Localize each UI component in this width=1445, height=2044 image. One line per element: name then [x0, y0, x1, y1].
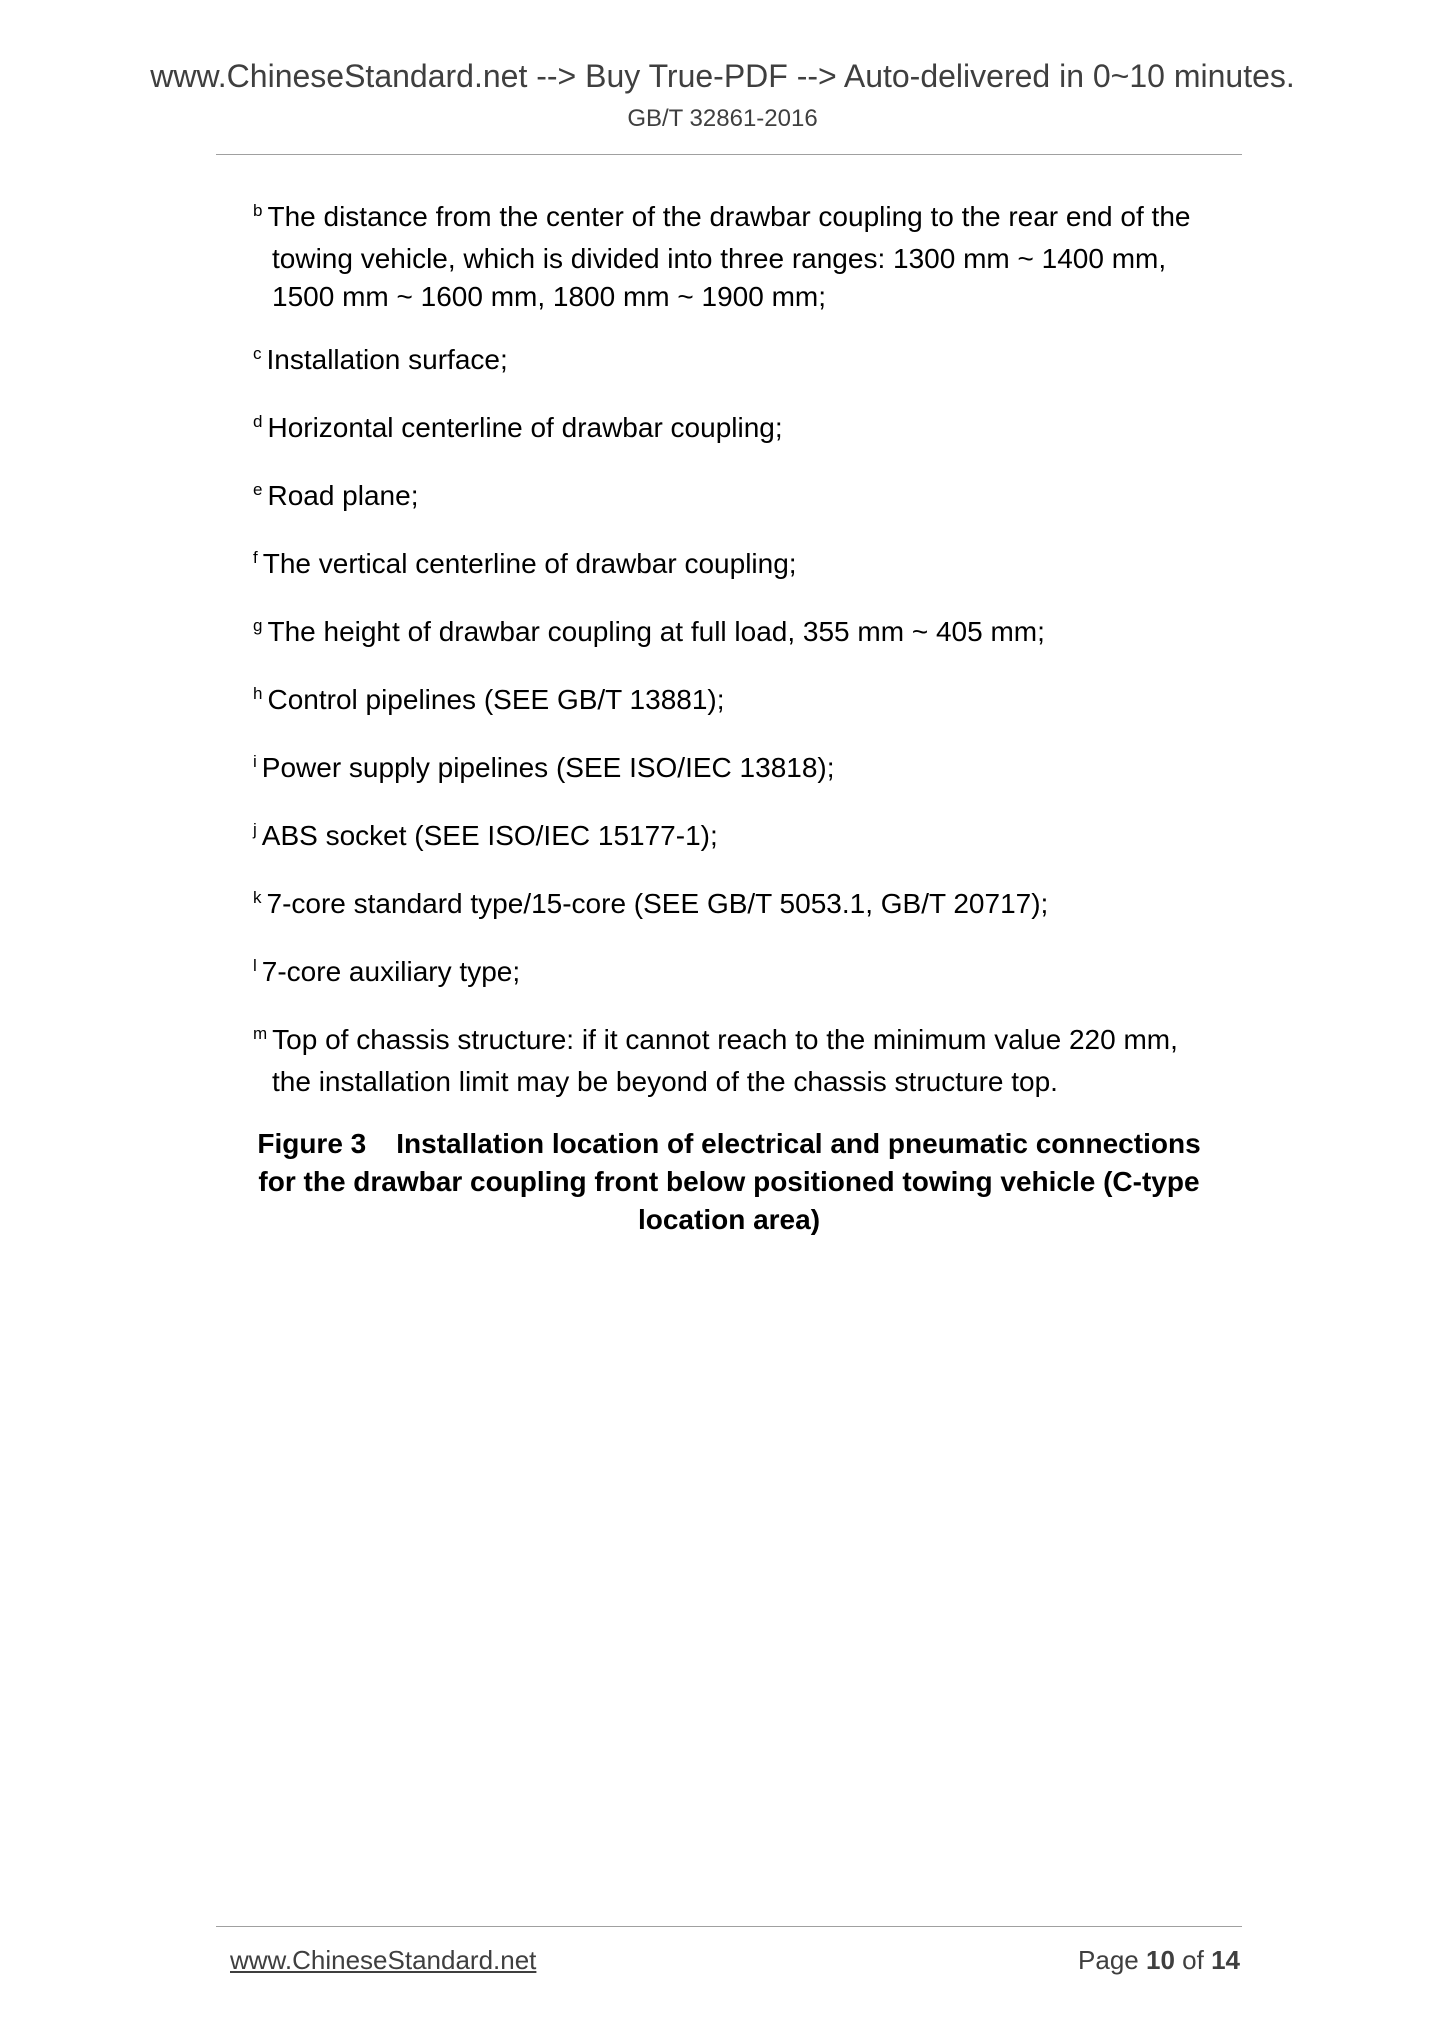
note-key: k: [253, 888, 262, 907]
note-text: Top of chassis structure: if it cannot reach to the minimum value 220 mm,: [272, 1024, 1178, 1055]
note-d: [253, 409, 1243, 451]
note-text: Control pipelines (SEE GB/T 13881);: [267, 684, 725, 715]
header-banner: www.ChineseStandard.net --> Buy True-PDF --> Auto-delivered in 0~10 minutes.: [150, 58, 1295, 94]
note-e: [253, 477, 1243, 519]
note-b: [253, 198, 1243, 316]
page-total: 14: [1211, 1945, 1240, 1975]
figure-title-line3: location area): [637, 1204, 821, 1235]
note-key: f: [253, 548, 258, 567]
figure-title-line1: Installation location of electrical and pneumatic connections: [396, 1128, 1201, 1159]
note-h: [253, 681, 1243, 723]
page-label: Page: [1078, 1945, 1139, 1975]
note-key: l: [253, 956, 257, 975]
figure-caption: [216, 1125, 1242, 1239]
note-c: [253, 341, 1243, 383]
note-text: 7-core standard type/15-core (SEE GB/T 5053.1, GB/T 20717);: [266, 888, 1049, 919]
note-key: i: [253, 752, 257, 771]
note-f: [253, 545, 1243, 587]
note-key: m: [253, 1024, 268, 1043]
note-text-cont: the installation limit may be beyond of the chassis structure top.: [272, 1066, 1058, 1097]
note-text: 7-core auxiliary type;: [261, 956, 521, 987]
page-indicator: [1078, 1944, 1240, 1976]
note-key: g: [253, 616, 263, 635]
note-key: d: [253, 412, 263, 431]
note-text: The distance from the center of the drawbar coupling to the rear end of the: [267, 201, 1191, 232]
note-m: [253, 1021, 1243, 1101]
note-text: ABS socket (SEE ISO/IEC 15177-1);: [261, 820, 718, 851]
standard-number: GB/T 32861-2016: [627, 105, 818, 132]
note-text-cont: 1500 mm ~ 1600 mm, 1800 mm ~ 1900 mm;: [272, 281, 827, 312]
note-text: Installation surface;: [266, 344, 508, 375]
note-text: Horizontal centerline of drawbar coupling;: [267, 412, 783, 443]
figure-number: Figure 3: [257, 1128, 367, 1159]
footer-divider: [216, 1926, 1242, 1927]
page-current: 10: [1146, 1945, 1175, 1975]
note-key: j: [253, 820, 257, 839]
page-of: of: [1182, 1945, 1204, 1975]
note-text: The height of drawbar coupling at full load, 355 mm ~ 405 mm;: [267, 616, 1045, 647]
note-key: h: [253, 684, 263, 703]
note-key: b: [253, 201, 263, 220]
note-text: The vertical centerline of drawbar coupling;: [262, 548, 797, 579]
note-j: [253, 817, 1243, 859]
note-text: Road plane;: [267, 480, 419, 511]
note-g: [253, 613, 1243, 655]
note-key: c: [253, 344, 262, 363]
note-k: [253, 885, 1243, 927]
figure-title-line2: for the drawbar coupling front below positioned towing vehicle (C-type: [258, 1166, 1200, 1197]
note-l: [253, 953, 1243, 995]
note-i: [253, 749, 1243, 791]
header-divider: [216, 154, 1242, 155]
note-key: e: [253, 480, 263, 499]
note-text-cont: towing vehicle, which is divided into three ranges: 1300 mm ~ 1400 mm,: [272, 243, 1167, 274]
note-text: Power supply pipelines (SEE ISO/IEC 13818);: [261, 752, 835, 783]
footer-site-link[interactable]: www.ChineseStandard.net: [230, 1945, 537, 1975]
